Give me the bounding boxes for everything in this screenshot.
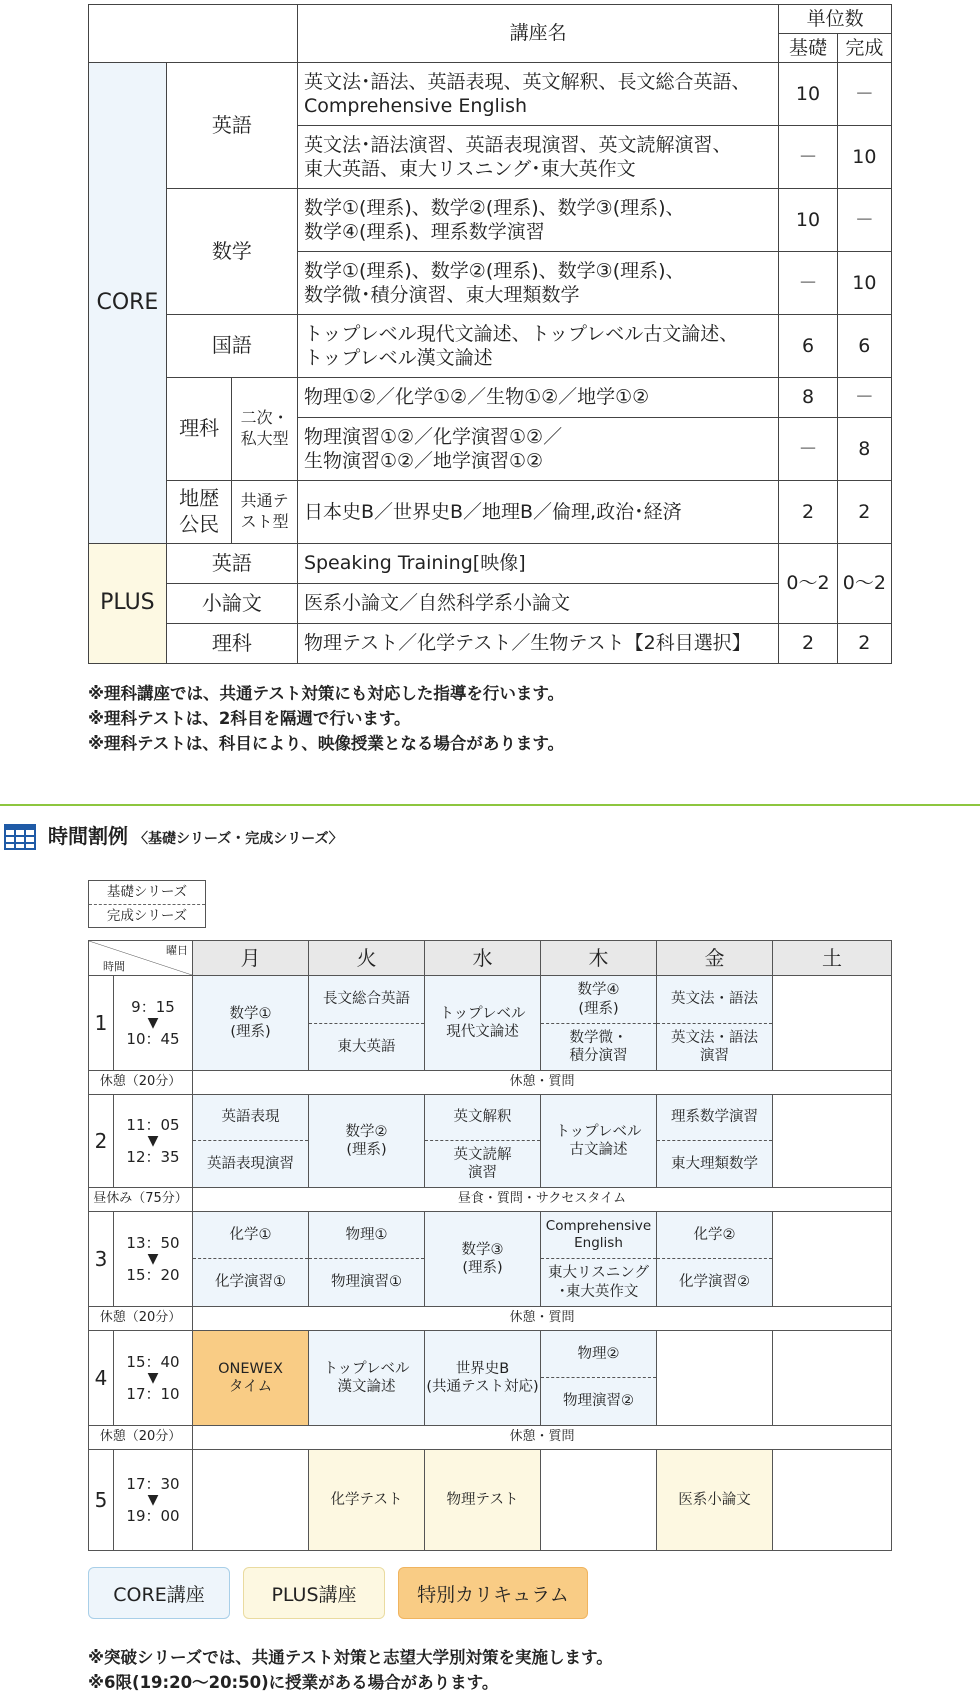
note-line: ※6限(19:20～20:50)に授業がある場合があります。 bbox=[88, 1673, 499, 1692]
break-content: 昼食・質問・サクセスタイム bbox=[192, 1187, 892, 1212]
header-units: 単位数 bbox=[779, 5, 892, 34]
period-time: 9：15 ▼ 10：45 bbox=[113, 975, 193, 1071]
units-basic: 10 bbox=[779, 63, 837, 126]
notes-top bbox=[88, 681, 564, 756]
header-complete: 完成 bbox=[837, 34, 891, 63]
units-complete: 10 bbox=[837, 126, 891, 189]
class-cell-split: 理系数学演習 東大理類数学 bbox=[656, 1094, 773, 1188]
period-number: 4 bbox=[88, 1330, 114, 1426]
subject-social: 地歴 公民 bbox=[166, 481, 232, 544]
day-header-wed: 水 bbox=[424, 940, 541, 976]
class-cell: 数学③ (理系) bbox=[424, 1211, 541, 1307]
break-label: 休憩（20分） bbox=[88, 1070, 193, 1095]
course-cell: 医系小論文／自然科学系小論文 bbox=[297, 584, 778, 624]
series-legend bbox=[88, 880, 206, 928]
units-basic: 0～2 bbox=[779, 544, 837, 624]
day-header-fri: 金 bbox=[656, 940, 773, 976]
class-cell-split: 英語表現 英語表現演習 bbox=[192, 1094, 309, 1188]
timetable-corner bbox=[88, 940, 193, 976]
course-table bbox=[88, 4, 892, 664]
subject-japanese: 国語 bbox=[166, 315, 297, 378]
units-basic: － bbox=[779, 418, 837, 481]
units-complete: 2 bbox=[837, 481, 891, 544]
units-basic: － bbox=[779, 252, 837, 315]
class-cell-empty bbox=[772, 1449, 892, 1551]
units-complete: 6 bbox=[837, 315, 891, 378]
class-cell-plus: 化学テスト bbox=[308, 1449, 425, 1551]
header-blank bbox=[89, 5, 298, 63]
day-header-tue: 火 bbox=[308, 940, 425, 976]
period-number: 2 bbox=[88, 1094, 114, 1188]
break-label: 休憩（20分） bbox=[88, 1425, 193, 1450]
social-type: 共通テ スト型 bbox=[232, 481, 298, 544]
class-cell: トップレベル 古文論述 bbox=[540, 1094, 657, 1188]
course-cell: トップレベル現代文論述、トップレベル古文論述、 トップレベル漢文論述 bbox=[297, 315, 778, 378]
class-cell-empty bbox=[192, 1449, 309, 1551]
timetable bbox=[88, 940, 892, 1551]
units-basic: 2 bbox=[779, 481, 837, 544]
units-complete: － bbox=[837, 189, 891, 252]
legend-plus: PLUS講座 bbox=[243, 1567, 385, 1619]
class-cell-split: 英文解釈 英文読解 演習 bbox=[424, 1094, 541, 1188]
break-content: 休憩・質問 bbox=[192, 1306, 892, 1331]
class-cell: 世界史B (共通テスト対応) bbox=[424, 1330, 541, 1426]
units-basic: 2 bbox=[779, 624, 837, 664]
class-cell-split: 英文法・語法 英文法・語法 演習 bbox=[656, 975, 773, 1071]
class-cell: 数学① (理系) bbox=[192, 975, 309, 1071]
class-cell-empty bbox=[656, 1330, 773, 1426]
section-divider bbox=[0, 804, 980, 806]
legend-special: 特別カリキュラム bbox=[398, 1567, 588, 1619]
core-category-label: CORE bbox=[89, 63, 167, 544]
period-time: 17：30 ▼ 19：00 bbox=[113, 1449, 193, 1551]
day-header-thu: 木 bbox=[540, 940, 657, 976]
course-cell: 英文法･語法、英語表現、英文解釈、長文総合英語、 Comprehensive English bbox=[297, 63, 778, 126]
class-cell-split: 長文総合英語 東大英語 bbox=[308, 975, 425, 1071]
units-complete: － bbox=[837, 378, 891, 418]
legend-core: CORE講座 bbox=[88, 1567, 230, 1619]
course-cell: 物理①②／化学①②／生物①②／地学①② bbox=[297, 378, 778, 418]
note-line: ※理科テストは、2科目を隔週で行います。 bbox=[88, 709, 411, 728]
corner-time-label: 時間 bbox=[103, 960, 125, 973]
corner-day-label: 曜日 bbox=[166, 944, 188, 957]
class-cell-empty bbox=[772, 1094, 892, 1188]
course-cell: 物理演習①②／化学演習①②／ 生物演習①②／地学演習①② bbox=[297, 418, 778, 481]
break-label: 昼休み（75分） bbox=[88, 1187, 193, 1212]
series-basic-label: 基礎シリーズ bbox=[106, 884, 188, 900]
class-cell-empty bbox=[540, 1449, 657, 1551]
break-content: 休憩・質問 bbox=[192, 1070, 892, 1095]
course-cell: 物理テスト／化学テスト／生物テスト【2科目選択】 bbox=[297, 624, 778, 664]
units-basic: 8 bbox=[779, 378, 837, 418]
period-time: 11：05 ▼ 12：35 bbox=[113, 1094, 193, 1188]
day-header-sat: 土 bbox=[772, 940, 892, 976]
timetable-section-header bbox=[0, 804, 980, 854]
notes-bottom bbox=[88, 1645, 613, 1695]
plus-category-label: PLUS bbox=[89, 544, 167, 664]
plus-subject-english: 英語 bbox=[166, 544, 297, 584]
class-cell-split: 数学④ (理系) 数学微・ 積分演習 bbox=[540, 975, 657, 1071]
break-label: 休憩（20分） bbox=[88, 1306, 193, 1331]
units-complete: － bbox=[837, 63, 891, 126]
class-cell-plus: 医系小論文 bbox=[656, 1449, 773, 1551]
note-line: ※理科講座では、共通テスト対策にも対応した指導を行います。 bbox=[88, 684, 565, 703]
class-cell-empty bbox=[772, 975, 892, 1071]
units-complete: 8 bbox=[837, 418, 891, 481]
class-cell-special: ONEWEX タイム bbox=[192, 1330, 309, 1426]
class-cell-split: 化学① 化学演習① bbox=[192, 1211, 309, 1307]
period-time: 13：50 ▼ 15：20 bbox=[113, 1211, 193, 1307]
class-cell-split: 化学② 化学演習② bbox=[656, 1211, 773, 1307]
class-cell: トップレベル 漢文論述 bbox=[308, 1330, 425, 1426]
plus-subject-science: 理科 bbox=[166, 624, 297, 664]
class-cell-split: Comprehensive English 東大リスニング ･東大英作文 bbox=[540, 1211, 657, 1307]
period-number: 5 bbox=[88, 1449, 114, 1551]
course-cell: 日本史B／世界史B／地理B／倫理,政治･経済 bbox=[297, 481, 778, 544]
series-complete-label: 完成シリーズ bbox=[89, 904, 205, 927]
units-complete: 0～2 bbox=[837, 544, 891, 624]
day-header-mon: 月 bbox=[192, 940, 309, 976]
header-course: 講座名 bbox=[297, 5, 778, 63]
header-basic: 基礎 bbox=[779, 34, 837, 63]
course-cell: 数学①(理系)、数学②(理系)、数学③(理系)、 数学④(理系)、理系数学演習 bbox=[297, 189, 778, 252]
units-basic: 10 bbox=[779, 189, 837, 252]
period-number: 1 bbox=[88, 975, 114, 1071]
plus-subject-essay: 小論文 bbox=[166, 584, 297, 624]
class-cell: 数学② (理系) bbox=[308, 1094, 425, 1188]
course-cell: 英文法･語法演習、英語表現演習、英文読解演習、 東大英語、東大リスニング･東大英作文 bbox=[297, 126, 778, 189]
units-basic: 6 bbox=[779, 315, 837, 378]
class-cell: トップレベル 現代文論述 bbox=[424, 975, 541, 1071]
class-cell-plus: 物理テスト bbox=[424, 1449, 541, 1551]
units-complete: 10 bbox=[837, 252, 891, 315]
note-line: ※理科テストは、科目により、映像授業となる場合があります。 bbox=[88, 734, 565, 753]
class-cell-empty bbox=[772, 1330, 892, 1426]
note-line: ※突破シリーズでは、共通テスト対策と志望大学別対策を実施します。 bbox=[88, 1648, 613, 1667]
section-subtitle: 〈基礎シリーズ・完成シリーズ〉 bbox=[134, 831, 343, 847]
subject-math: 数学 bbox=[166, 189, 297, 315]
science-type: 二次・ 私大型 bbox=[232, 378, 298, 481]
class-cell-empty bbox=[772, 1211, 892, 1307]
course-cell: Speaking Training[映像] bbox=[297, 544, 778, 584]
class-cell-split: 物理① 物理演習① bbox=[308, 1211, 425, 1307]
subject-science: 理科 bbox=[166, 378, 232, 481]
period-number: 3 bbox=[88, 1211, 114, 1307]
period-time: 15：40 ▼ 17：10 bbox=[113, 1330, 193, 1426]
table-icon bbox=[4, 824, 36, 850]
course-cell: 数学①(理系)、数学②(理系)、数学③(理系)、 数学微･積分演習、東大理類数学 bbox=[297, 252, 778, 315]
subject-english: 英語 bbox=[166, 63, 297, 189]
units-complete: 2 bbox=[837, 624, 891, 664]
break-content: 休憩・質問 bbox=[192, 1425, 892, 1450]
class-cell-split: 物理② 物理演習② bbox=[540, 1330, 657, 1426]
units-basic: － bbox=[779, 126, 837, 189]
section-title: 時間割例 〈基礎シリーズ・完成シリーズ〉 bbox=[48, 824, 343, 848]
